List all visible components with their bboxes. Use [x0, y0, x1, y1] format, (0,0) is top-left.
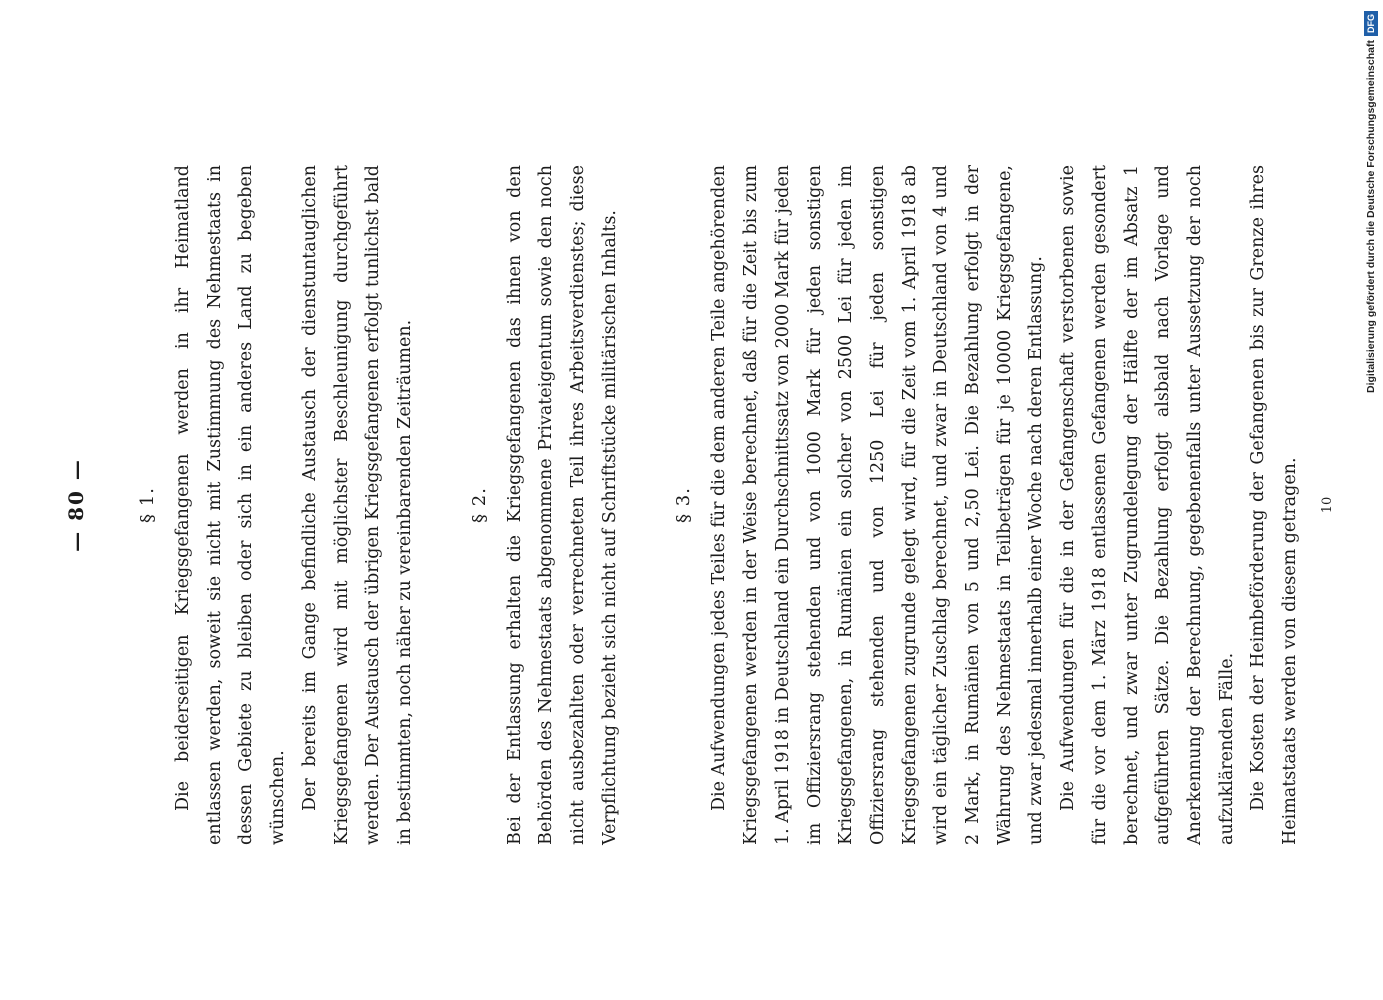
page-number: — 80 — — [64, 458, 88, 552]
paragraph: Die Aufwendungen für die in der Gefangenschaft verstorbenen sowie für die vor dem 1. März 1918 entlassenen Gefangenen werden gesondert berechnet, und zwar unter Zugrundelegung der Hälfte der im Absatz 1 aufgeführten Sätze. Die Bezahlung erfolgt alsbald nach Vorlage und Anerkennung der Berechnung, gegebenenfalls unter Aussetzung der noch aufzuklärenden Fälle. — [1058, 165, 1237, 845]
paragraph: Der bereits im Gange befindliche Austausch der dienstuntauglichen Kriegsgefangenen wird mit möglichster Beschleunigung durchgeführt werden. Der Austausch der übrigen Kriegsgefangenen erfolgt tunlichst bald in bestimmten, noch näher zu vereinbarenden Zeiträumen. — [299, 165, 415, 845]
section-heading: § 2. — [468, 487, 490, 523]
section-3 — [664, 165, 1306, 845]
paragraph: Bei der Entlassung erhalten die Kriegsgefangenen das ihnen von den Behörden des Nehmestaats abgenommene Privateigentum sowie den noch nicht ausbezahlten oder verrechneten Teil ihres Arbeitsverdienstes; diese Verpflichtung bezieht sich nicht auf Schriftstücke militärischen Inhalts. — [504, 165, 620, 845]
signature-mark: 10 — [1320, 496, 1335, 514]
section-2 — [460, 165, 627, 845]
section-1 — [128, 165, 422, 845]
document-page — [64, 165, 1335, 845]
digitization-credit — [1359, 8, 1383, 393]
credit-text: Digitalisierung gefördert durch die Deutsche Forschungsgemeinschaft — [1365, 40, 1377, 393]
paragraph: Die beiderseitigen Kriegsgefangenen werden in ihr Heimatland entlassen werden, soweit sie nicht mit Zustimmung des Nehmestaats in dessen Gebiete zu bleiben oder sich in ein anderes Land zu begeben wünschen. — [173, 165, 289, 845]
section-heading: § 1. — [137, 487, 158, 523]
paragraph: Die Aufwendungen jedes Teiles für die dem anderen Teile angehörenden Kriegsgefangenen werden in der Weise berechnet, daß für die Zeit bis zum 1. April 1918 in Deutschland ein Durchschnittssatz von 2000 Mark für jeden im Offiziersrang stehenden und von 1000 Mark für jeden sonstigen Kriegsgefangenen, in Rumänien ein solcher von 2500 Lei für jeden im Offiziersrang stehenden und von 1250 Lei für jeden sonstigen Kriegsgefangenen zugrunde gelegt wird, für die Zeit vom 1. April 1918 ab wird ein täglicher Zuschlag berechnet, und zwar in Deutschland von 4 und 2 Mark, in Rumänien von 5 und 2,50 Lei. Die Bezahlung erfolgt in der Währung des Nehmestaats in Teilbeträgen für je 10000 Kriegsgefangene, und zwar jedesmal innerhalb einer Woche nach deren Entlassung. — [709, 165, 1047, 845]
section-heading: § 3. — [673, 487, 695, 523]
dfg-logo: DFG — [1364, 11, 1378, 36]
paragraph: Die Kosten der Heimbeförderung der Gefangenen bis zur Grenze ihres Heimatstaats werden von diesem getragen. — [1248, 165, 1301, 845]
